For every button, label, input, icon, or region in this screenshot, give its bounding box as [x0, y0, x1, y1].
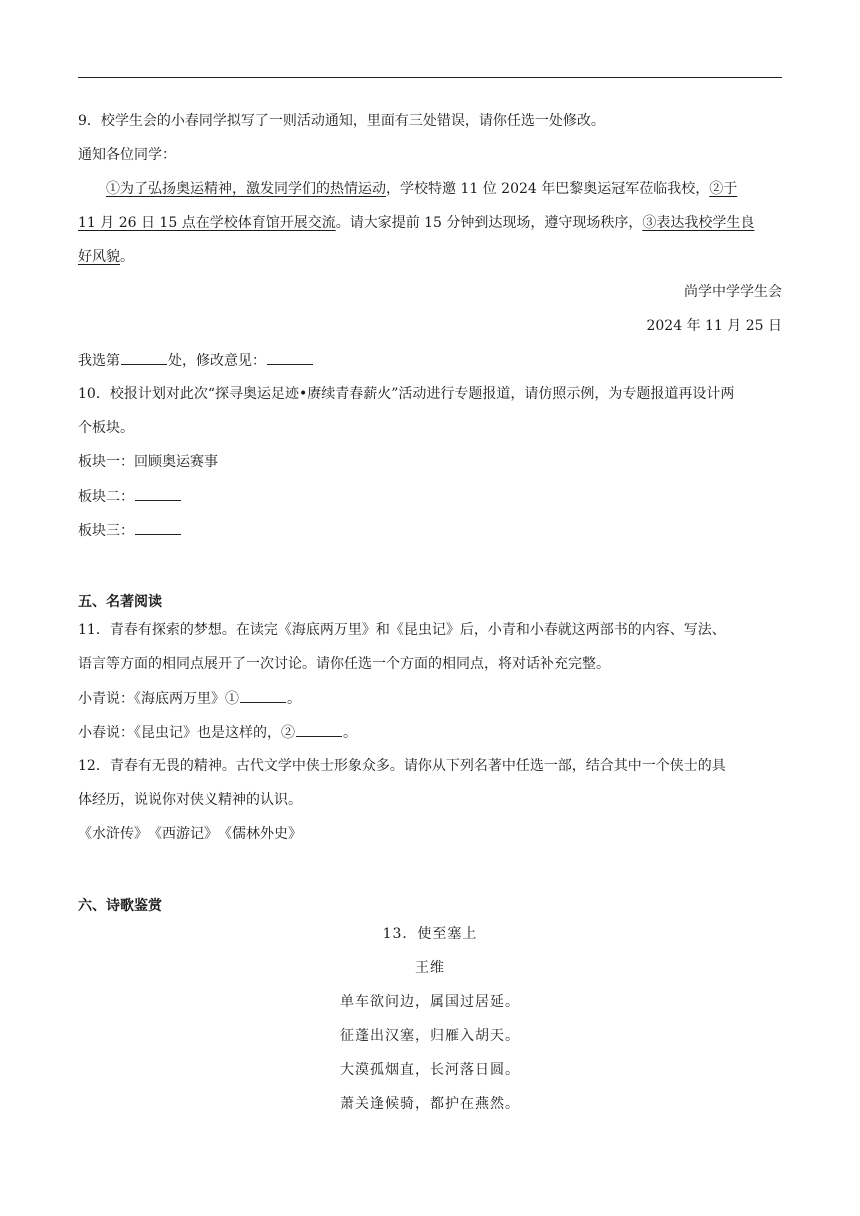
block-two-label: 板块二： [78, 489, 134, 505]
dialogue-a-end: 。 [287, 691, 301, 707]
notice-body-line3 [78, 247, 782, 267]
notice-body-line1 [106, 179, 782, 199]
error-segment-2-start: ②于 [709, 181, 738, 197]
block-one: 板块一：回顾奥运赛事 [78, 454, 218, 470]
notice-text: 。 [120, 249, 134, 265]
block-three-blank[interactable] [135, 520, 181, 535]
error-segment-2: 11 月 26 日 15 点在学校体育馆开展交流 [78, 215, 336, 231]
q11-dialogue-b [78, 722, 782, 743]
error-segment-1: ①为了弘扬奥运精神，激发同学们的热情运动 [106, 181, 386, 197]
answer-blank-choice[interactable] [121, 350, 167, 365]
q11-question-line1: 11．青春有探索的梦想。在读完《海底两万里》和《昆虫记》后，小青和小春就这两部书的内容、写法、 [78, 622, 726, 638]
q10-question-line1: 10．校报计划对此次“探寻奥运足迹•赓续青春薪火”活动进行专题报道，请仿照示例，为专题报道再设计两 [78, 386, 735, 402]
answer-blank-revision[interactable] [267, 350, 313, 365]
poem-title: 13．使至塞上 [382, 926, 478, 942]
dialogue-a-blank[interactable] [240, 688, 286, 703]
block-two-blank[interactable] [135, 486, 181, 501]
notice-body-line2 [78, 213, 782, 233]
q12-question-line1: 12．青春有无畏的精神。古代文学中侠士形象众多。请你从下列名著中任选一部，结合其中一个侠士的具 [78, 758, 726, 774]
notice-salutation: 通知各位同学： [78, 147, 176, 163]
answer-prefix: 我选第 [78, 353, 120, 369]
q10-question-line2: 个板块。 [78, 420, 134, 436]
dialogue-a-text: 小青说：《海底两万里》① [78, 691, 239, 707]
poem-line: 大漠孤烟直，长河落日圆。 [340, 1062, 520, 1078]
notice-text: 。请大家提前 15 分钟到达现场，遵守现场秩序， [335, 215, 643, 231]
poem-line: 单车欲问边，属国过居延。 [340, 994, 520, 1010]
block-two [78, 486, 782, 507]
dialogue-b-end: 。 [343, 725, 357, 741]
q11-question-line2: 语言等方面的相同点展开了一次讨论。请你任选一个方面的相同点，将对话补充完整。 [78, 656, 610, 672]
error-segment-3-start: ③表达我校学生良 [642, 215, 755, 231]
q9-answer-line [78, 350, 782, 371]
answer-mid: 处，修改意见： [168, 353, 266, 369]
error-segment-3: 好风貌 [78, 249, 120, 265]
dialogue-b-text: 小春说：《昆虫记》也是这样的，② [78, 725, 295, 741]
q11-dialogue-a [78, 688, 782, 709]
notice-date: 2024 年 11 月 25 日 [646, 318, 782, 334]
book-list: 《水浒传》 《西游记》 《儒林外史》 [78, 826, 302, 842]
notice-signature: 尚学中学学生会 [684, 284, 782, 300]
q12-question-line2: 体经历，说说你对侠义精神的认识。 [78, 792, 302, 808]
header-rule [78, 77, 782, 78]
dialogue-b-blank[interactable] [296, 722, 342, 737]
notice-text: ，学校特邀 11 位 2024 年巴黎奥运冠军莅临我校， [386, 181, 710, 197]
poem-line: 征蓬出汉塞，归雁入胡天。 [340, 1028, 520, 1044]
section-heading-5: 五、名著阅读 [78, 594, 162, 610]
q9-question: 9．校学生会的小春同学拟写了一则活动通知，里面有三处错误，请你任选一处修改。 [78, 113, 605, 129]
poem-author: 王维 [415, 960, 445, 976]
poem-line: 萧关逢候骑，都护在燕然。 [340, 1096, 520, 1112]
block-three-label: 板块三： [78, 523, 134, 539]
block-three [78, 520, 782, 541]
section-heading-6: 六、诗歌鉴赏 [78, 898, 162, 914]
